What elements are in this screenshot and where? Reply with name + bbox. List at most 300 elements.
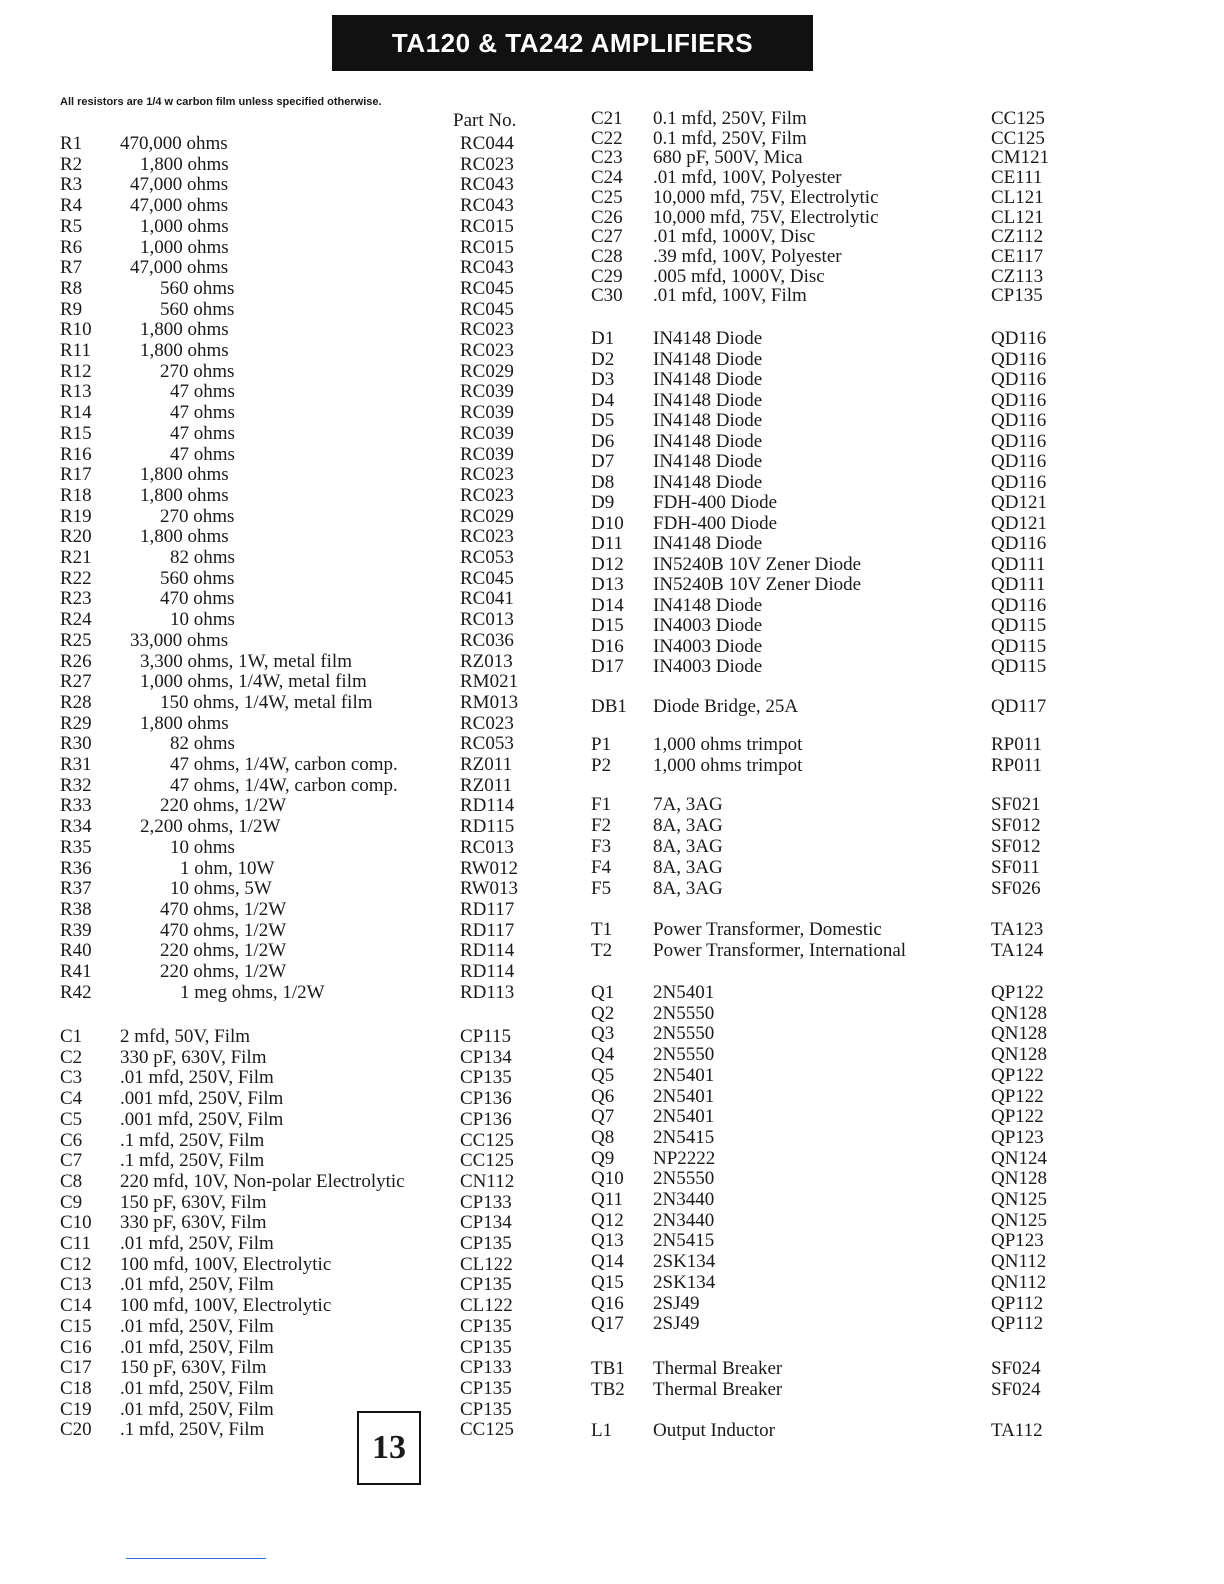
component-desc: 150 ohms, 1/4W, metal film: [160, 692, 373, 713]
right-part-row: [591, 837, 1071, 857]
component-desc: IN4148 Diode: [653, 390, 763, 411]
left-part-row: [60, 258, 540, 278]
right-part-row: [591, 208, 1071, 228]
component-desc: IN4148 Diode: [653, 431, 763, 452]
component-ref: Q11: [591, 1189, 624, 1210]
component-ref: P1: [591, 734, 612, 755]
component-part: RC045: [460, 278, 514, 299]
component-ref: R6: [60, 237, 83, 258]
right-part-row: [591, 555, 1071, 575]
component-ref: R3: [60, 174, 83, 195]
component-part: RC029: [460, 506, 514, 527]
component-ref: C28: [591, 246, 623, 267]
component-part: CL121: [991, 207, 1044, 228]
component-ref: C1: [60, 1026, 83, 1047]
component-part: RC039: [460, 444, 514, 465]
right-part-row: [591, 350, 1071, 370]
component-desc: 220 ohms, 1/2W: [160, 795, 287, 816]
component-ref: R20: [60, 526, 92, 547]
component-ref: Q14: [591, 1251, 624, 1272]
component-part: RC039: [460, 402, 514, 423]
component-part: SF012: [991, 815, 1041, 836]
left-part-row: [60, 1400, 540, 1420]
component-part: RD117: [460, 920, 515, 941]
component-desc: 47 ohms: [170, 381, 235, 402]
component-desc: 270 ohms: [160, 506, 235, 527]
component-desc: 2N5415: [653, 1230, 715, 1251]
component-desc: Power Transformer, International: [653, 940, 907, 961]
left-part-row: [60, 1358, 540, 1378]
component-part: RM021: [460, 671, 519, 692]
component-ref: TB1: [591, 1358, 625, 1379]
component-desc: 1,000 ohms trimpot: [653, 755, 803, 776]
component-desc: 220 mfd, 10V, Non-polar Electrolytic: [120, 1171, 405, 1192]
component-part: QP112: [991, 1293, 1044, 1314]
component-part: RD117: [460, 899, 515, 920]
component-ref: T2: [591, 940, 613, 961]
component-desc: 1 ohm, 10W: [180, 858, 275, 879]
component-part: RC053: [460, 547, 514, 568]
right-part-row: [591, 1066, 1071, 1086]
left-part-row: [60, 445, 540, 465]
component-desc: 2N5550: [653, 1044, 715, 1065]
right-part-row: [591, 1087, 1071, 1107]
component-ref: R18: [60, 485, 92, 506]
component-part: RC023: [460, 485, 514, 506]
left-part-row: [60, 859, 540, 879]
component-ref: D10: [591, 513, 624, 534]
left-part-row: [60, 1068, 540, 1088]
right-part-row: [591, 1169, 1071, 1189]
left-part-row: [60, 1338, 540, 1358]
component-ref: Q5: [591, 1065, 615, 1086]
component-part: QP122: [991, 1086, 1044, 1107]
component-desc: 470 ohms, 1/2W: [160, 899, 287, 920]
left-part-row: [60, 320, 540, 340]
left-part-row: [60, 1110, 540, 1130]
component-desc: .01 mfd, 100V, Film: [653, 285, 807, 306]
component-ref: Q16: [591, 1293, 624, 1314]
component-desc: 2SK134: [653, 1272, 716, 1293]
right-part-row: [591, 432, 1071, 452]
left-part-row: [60, 465, 540, 485]
component-part: QP112: [991, 1313, 1044, 1334]
component-desc: 270 ohms: [160, 361, 235, 382]
component-part: RC023: [460, 526, 514, 547]
component-desc: 47,000 ohms: [130, 174, 229, 195]
component-ref: C22: [591, 128, 623, 149]
component-desc: .01 mfd, 250V, Film: [120, 1067, 274, 1088]
component-part: CC125: [460, 1419, 514, 1440]
part-number-header: Part No.: [453, 110, 517, 131]
component-desc: 3,300 ohms, 1W, metal film: [140, 651, 352, 672]
footer-rule: [126, 1558, 266, 1559]
component-part: TA124: [991, 940, 1044, 961]
component-desc: IN4148 Diode: [653, 349, 763, 370]
component-ref: D12: [591, 554, 624, 575]
right-part-row: [591, 329, 1071, 349]
right-part-row: [591, 1380, 1071, 1400]
component-desc: 47,000 ohms: [130, 195, 229, 216]
component-desc: Power Transformer, Domestic: [653, 919, 882, 940]
component-part: RC015: [460, 216, 514, 237]
component-ref: R39: [60, 920, 92, 941]
component-part: QP122: [991, 1065, 1044, 1086]
component-desc: 47 ohms: [170, 444, 235, 465]
left-part-row: [60, 1317, 540, 1337]
component-ref: R9: [60, 299, 83, 320]
component-ref: Q4: [591, 1044, 615, 1065]
component-desc: 2N5550: [653, 1023, 715, 1044]
component-ref: R19: [60, 506, 92, 527]
component-part: CP134: [460, 1047, 512, 1068]
component-part: CL122: [460, 1295, 513, 1316]
component-part: QN128: [991, 1023, 1047, 1044]
component-part: RC039: [460, 423, 514, 444]
component-part: CP135: [460, 1274, 512, 1295]
component-ref: R36: [60, 858, 92, 879]
right-part-row: [591, 473, 1071, 493]
component-ref: C18: [60, 1378, 92, 1399]
component-ref: R10: [60, 319, 92, 340]
component-part: QD111: [991, 574, 1046, 595]
component-desc: 1,000 ohms: [140, 237, 229, 258]
component-desc: 1,000 ohms, 1/4W, metal film: [140, 671, 367, 692]
left-part-row: [60, 175, 540, 195]
component-part: QD116: [991, 328, 1047, 349]
left-part-row: [60, 776, 540, 796]
component-ref: R37: [60, 878, 92, 899]
right-part-row: [591, 795, 1071, 815]
right-part-row: [591, 1045, 1071, 1065]
component-ref: R21: [60, 547, 92, 568]
component-part: QD116: [991, 533, 1047, 554]
component-ref: D13: [591, 574, 624, 595]
component-ref: D16: [591, 636, 624, 657]
component-part: QP123: [991, 1230, 1044, 1251]
component-part: QD116: [991, 410, 1047, 431]
component-ref: Q15: [591, 1272, 624, 1293]
component-ref: R7: [60, 257, 83, 278]
component-ref: TB2: [591, 1379, 625, 1400]
component-ref: C4: [60, 1088, 83, 1109]
right-part-row: [591, 616, 1071, 636]
left-part-row: [60, 817, 540, 837]
component-part: QD116: [991, 431, 1047, 452]
component-desc: IN4003 Diode: [653, 615, 763, 636]
component-part: RC045: [460, 568, 514, 589]
component-part: QD115: [991, 615, 1047, 636]
left-part-row: [60, 962, 540, 982]
component-ref: D7: [591, 451, 615, 472]
component-part: CZ113: [991, 266, 1044, 287]
component-part: RC044: [460, 133, 514, 154]
component-part: CP135: [460, 1337, 512, 1358]
component-desc: .01 mfd, 250V, Film: [120, 1233, 274, 1254]
component-part: CP135: [460, 1233, 512, 1254]
component-part: RC053: [460, 733, 514, 754]
component-ref: R25: [60, 630, 92, 651]
component-desc: 150 pF, 630V, Film: [120, 1357, 267, 1378]
component-part: QD116: [991, 390, 1047, 411]
component-part: RC023: [460, 340, 514, 361]
component-part: RC043: [460, 174, 514, 195]
right-part-row: [591, 657, 1071, 677]
component-ref: P2: [591, 755, 612, 776]
right-part-row: [591, 1211, 1071, 1231]
right-part-row: [591, 1004, 1071, 1024]
component-ref: C3: [60, 1067, 83, 1088]
left-part-row: [60, 486, 540, 506]
right-part-row: [591, 411, 1071, 431]
page-title: TA120 & TA242 AMPLIFIERS: [332, 15, 813, 71]
component-desc: IN4148 Diode: [653, 328, 763, 349]
left-part-row: [60, 300, 540, 320]
right-part-row: [591, 756, 1071, 776]
component-desc: 0.1 mfd, 250V, Film: [653, 128, 807, 149]
component-part: RZ011: [460, 754, 513, 775]
component-desc: 8A, 3AG: [653, 836, 723, 857]
component-ref: R24: [60, 609, 92, 630]
left-part-row: [60, 238, 540, 258]
component-desc: 150 pF, 630V, Film: [120, 1192, 267, 1213]
component-desc: 2N5401: [653, 1086, 715, 1107]
right-part-row: [591, 391, 1071, 411]
component-ref: Q1: [591, 982, 615, 1003]
component-desc: IN4148 Diode: [653, 472, 763, 493]
component-part: RD113: [460, 982, 515, 1003]
component-desc: IN5240B 10V Zener Diode: [653, 574, 862, 595]
component-part: CE111: [991, 167, 1043, 188]
right-part-row: [591, 879, 1071, 899]
component-ref: Q6: [591, 1086, 615, 1107]
component-ref: F1: [591, 794, 612, 815]
component-part: QD116: [991, 349, 1047, 370]
component-ref: C19: [60, 1399, 92, 1420]
component-ref: C27: [591, 226, 623, 247]
component-part: RW012: [460, 858, 519, 879]
component-desc: 2SJ49: [653, 1293, 700, 1314]
left-part-row: [60, 1151, 540, 1171]
left-part-row: [60, 714, 540, 734]
component-ref: F5: [591, 878, 612, 899]
component-desc: .01 mfd, 250V, Film: [120, 1316, 274, 1337]
left-part-row: [60, 1255, 540, 1275]
left-part-row: [60, 527, 540, 547]
component-ref: Q9: [591, 1148, 615, 1169]
component-part: CM121: [991, 147, 1050, 168]
component-ref: R8: [60, 278, 83, 299]
component-desc: 330 pF, 630V, Film: [120, 1047, 267, 1068]
component-ref: R27: [60, 671, 92, 692]
component-desc: Thermal Breaker: [653, 1358, 783, 1379]
component-desc: 2SJ49: [653, 1313, 700, 1334]
component-desc: 10 ohms: [170, 837, 235, 858]
component-part: SF024: [991, 1379, 1041, 1400]
right-part-row: [591, 920, 1071, 940]
component-part: QD117: [991, 696, 1047, 717]
component-ref: C21: [591, 108, 623, 129]
component-desc: IN4148 Diode: [653, 595, 763, 616]
component-desc: IN4003 Diode: [653, 656, 763, 677]
component-desc: .1 mfd, 250V, Film: [120, 1130, 265, 1151]
component-part: CP133: [460, 1357, 512, 1378]
component-part: CP115: [460, 1026, 512, 1047]
component-ref: Q2: [591, 1003, 615, 1024]
left-part-row: [60, 382, 540, 402]
component-desc: .001 mfd, 250V, Film: [120, 1088, 284, 1109]
component-part: RC015: [460, 237, 514, 258]
right-part-row: [591, 247, 1071, 267]
component-ref: R32: [60, 775, 92, 796]
component-part: RM013: [460, 692, 519, 713]
component-part: CP135: [460, 1378, 512, 1399]
right-part-row: [591, 1231, 1071, 1251]
left-part-row: [60, 1172, 540, 1192]
component-desc: 470,000 ohms: [120, 133, 228, 154]
right-part-row: [591, 452, 1071, 472]
component-desc: 2N5415: [653, 1127, 715, 1148]
component-ref: D5: [591, 410, 615, 431]
left-part-row: [60, 672, 540, 692]
component-desc: Thermal Breaker: [653, 1379, 783, 1400]
component-ref: R2: [60, 154, 83, 175]
component-part: TA112: [991, 1420, 1043, 1441]
component-ref: D17: [591, 656, 624, 677]
component-desc: .005 mfd, 1000V, Disc: [653, 266, 825, 287]
left-part-row: [60, 507, 540, 527]
page-number: 13: [357, 1411, 421, 1485]
component-part: RC023: [460, 319, 514, 340]
component-desc: 8A, 3AG: [653, 857, 723, 878]
component-part: RW013: [460, 878, 519, 899]
component-ref: R29: [60, 713, 92, 734]
component-part: RP011: [991, 755, 1043, 776]
component-desc: 47,000 ohms: [130, 257, 229, 278]
component-part: RC023: [460, 713, 514, 734]
component-desc: 1,000 ohms: [140, 216, 229, 237]
component-ref: R28: [60, 692, 92, 713]
component-part: RC043: [460, 195, 514, 216]
right-part-row: [591, 129, 1071, 149]
component-desc: 1,800 ohms: [140, 713, 229, 734]
left-part-row: [60, 569, 540, 589]
component-part: RC041: [460, 588, 514, 609]
component-desc: 33,000 ohms: [130, 630, 229, 651]
left-part-row: [60, 1089, 540, 1109]
component-desc: 47 ohms, 1/4W, carbon comp.: [170, 754, 398, 775]
right-part-row: [591, 514, 1071, 534]
left-part-row: [60, 1379, 540, 1399]
component-desc: Diode Bridge, 25A: [653, 696, 799, 717]
right-part-row: [591, 983, 1071, 1003]
component-desc: 560 ohms: [160, 278, 235, 299]
right-part-row: [591, 1128, 1071, 1148]
component-part: QD111: [991, 554, 1046, 575]
component-part: SF011: [991, 857, 1040, 878]
component-part: SF024: [991, 1358, 1041, 1379]
component-ref: C12: [60, 1254, 92, 1275]
component-desc: FDH-400 Diode: [653, 492, 778, 513]
component-desc: IN4148 Diode: [653, 410, 763, 431]
component-part: QD115: [991, 656, 1047, 677]
component-part: QD121: [991, 513, 1047, 534]
component-ref: C20: [60, 1419, 92, 1440]
left-part-row: [60, 921, 540, 941]
component-ref: R13: [60, 381, 92, 402]
right-part-row: [591, 1149, 1071, 1169]
right-part-row: [591, 1359, 1071, 1379]
component-desc: 680 pF, 500V, Mica: [653, 147, 803, 168]
right-part-row: [591, 267, 1071, 287]
left-part-row: [60, 155, 540, 175]
component-desc: IN5240B 10V Zener Diode: [653, 554, 862, 575]
component-part: RD114: [460, 940, 515, 961]
right-part-row: [591, 286, 1071, 306]
right-part-row: [591, 858, 1071, 878]
component-ref: R4: [60, 195, 83, 216]
component-ref: Q8: [591, 1127, 615, 1148]
left-part-row: [60, 341, 540, 361]
component-part: CL121: [991, 187, 1044, 208]
component-part: RC039: [460, 381, 514, 402]
component-ref: Q7: [591, 1106, 615, 1127]
left-part-row: [60, 755, 540, 775]
component-ref: Q12: [591, 1210, 624, 1231]
left-part-row: [60, 631, 540, 651]
component-ref: C30: [591, 285, 623, 306]
component-part: CN112: [460, 1171, 515, 1192]
component-ref: Q17: [591, 1313, 624, 1334]
component-desc: 10,000 mfd, 75V, Electrolytic: [653, 207, 879, 228]
left-part-row: [60, 838, 540, 858]
component-ref: R30: [60, 733, 92, 754]
component-ref: R23: [60, 588, 92, 609]
component-ref: R38: [60, 899, 92, 920]
left-part-row: [60, 900, 540, 920]
component-desc: 10,000 mfd, 75V, Electrolytic: [653, 187, 879, 208]
left-part-row: [60, 1275, 540, 1295]
right-part-row: [591, 1107, 1071, 1127]
component-ref: R17: [60, 464, 92, 485]
right-part-row: [591, 493, 1071, 513]
right-part-row: [591, 1024, 1071, 1044]
component-desc: IN4148 Diode: [653, 533, 763, 554]
component-part: CP134: [460, 1212, 512, 1233]
right-part-row: [591, 816, 1071, 836]
left-part-row: [60, 589, 540, 609]
left-part-row: [60, 1213, 540, 1233]
component-desc: 1,800 ohms: [140, 464, 229, 485]
component-part: RC023: [460, 154, 514, 175]
component-desc: 2N5550: [653, 1168, 715, 1189]
right-part-row: [591, 697, 1071, 717]
component-part: SF012: [991, 836, 1041, 857]
left-part-row: [60, 424, 540, 444]
component-part: RC045: [460, 299, 514, 320]
component-desc: .01 mfd, 250V, Film: [120, 1399, 274, 1420]
component-ref: R42: [60, 982, 92, 1003]
component-part: CE117: [991, 246, 1044, 267]
component-desc: 470 ohms, 1/2W: [160, 920, 287, 941]
component-desc: 100 mfd, 100V, Electrolytic: [120, 1254, 332, 1275]
component-ref: D6: [591, 431, 615, 452]
component-desc: NP2222: [653, 1148, 716, 1169]
component-ref: F2: [591, 815, 612, 836]
component-part: SF021: [991, 794, 1041, 815]
component-ref: C26: [591, 207, 623, 228]
component-ref: D9: [591, 492, 615, 513]
